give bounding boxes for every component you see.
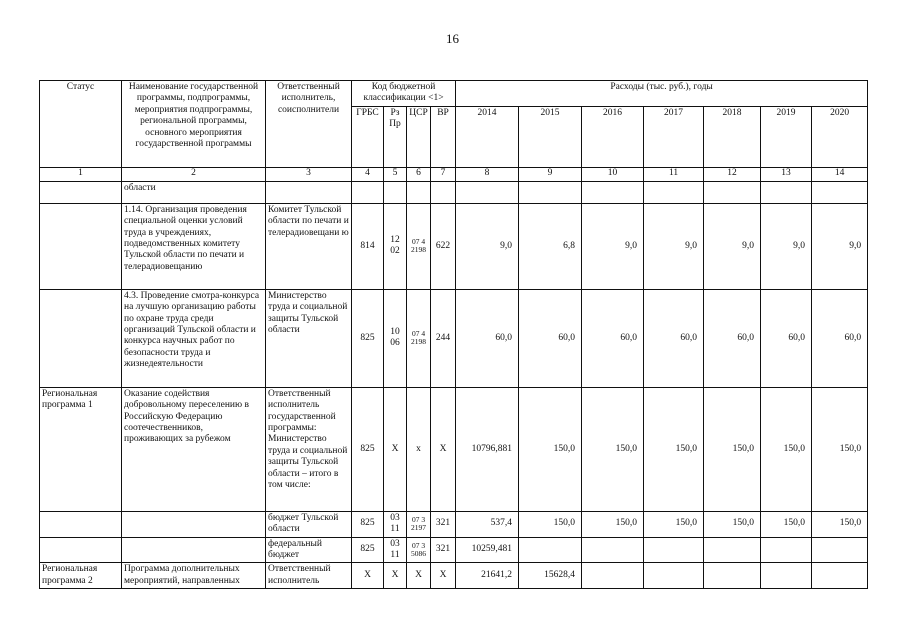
header-year: 2020: [812, 106, 868, 167]
cell-status: [40, 203, 122, 289]
cell-value: 60,0: [519, 289, 582, 387]
cell-value: [812, 181, 868, 203]
header-csr: ЦСР: [407, 106, 431, 167]
header-executor: Ответственный исполнитель, соисполнители: [266, 81, 352, 168]
cell-status: Региональная программа 1: [40, 387, 122, 511]
cell-value: 150,0: [644, 511, 704, 537]
cell-value: 150,0: [644, 387, 704, 511]
column-number: 6: [407, 167, 431, 181]
cell-value: 150,0: [519, 387, 582, 511]
column-number: 12: [704, 167, 761, 181]
header-status: Статус: [40, 81, 122, 168]
cell-value: 150,0: [812, 511, 868, 537]
cell-value: 15628,4: [519, 563, 582, 589]
cell-value: 9,0: [812, 203, 868, 289]
cell-value: 150,0: [812, 387, 868, 511]
cell-csr: [407, 181, 431, 203]
cell-vr: X: [431, 563, 456, 589]
cell-csr: 07 4 2198: [407, 289, 431, 387]
cell-rzpr: 12 02: [384, 203, 407, 289]
cell-grbs: 825: [352, 289, 384, 387]
column-number: 11: [644, 167, 704, 181]
cell-value: 9,0: [761, 203, 812, 289]
cell-csr: 07 4 2198: [407, 203, 431, 289]
cell-value: [582, 181, 644, 203]
cell-vr: 622: [431, 203, 456, 289]
cell-executor: Комитет Тульской области по печати и телерадиовещани ю: [266, 203, 352, 289]
header-year: 2017: [644, 106, 704, 167]
cell-status: [40, 181, 122, 203]
header-grbs: ГРБС: [352, 106, 384, 167]
cell-value: 150,0: [761, 511, 812, 537]
cell-rzpr: [384, 181, 407, 203]
header-code-group: Код бюджетной классификации <1>: [352, 81, 456, 107]
cell-value: 60,0: [812, 289, 868, 387]
column-number: 9: [519, 167, 582, 181]
cell-value: 9,0: [704, 203, 761, 289]
cell-grbs: 825: [352, 387, 384, 511]
cell-value: 60,0: [704, 289, 761, 387]
cell-value: 60,0: [456, 289, 519, 387]
cell-executor: федеральный бюджет: [266, 537, 352, 563]
cell-name: [122, 537, 266, 563]
cell-value: [761, 563, 812, 589]
table-row: [40, 563, 868, 589]
cell-value: 10796,881: [456, 387, 519, 511]
column-number: 8: [456, 167, 519, 181]
cell-csr: X: [407, 563, 431, 589]
cell-value: [519, 181, 582, 203]
cell-value: 150,0: [704, 387, 761, 511]
cell-value: [519, 537, 582, 563]
cell-value: 6,8: [519, 203, 582, 289]
cell-value: 9,0: [456, 203, 519, 289]
column-number: 7: [431, 167, 456, 181]
cell-value: 150,0: [704, 511, 761, 537]
cell-grbs: 825: [352, 511, 384, 537]
cell-status: [40, 511, 122, 537]
cell-value: 150,0: [761, 387, 812, 511]
cell-executor: Министерство труда и социальной защиты Тульской области: [266, 289, 352, 387]
cell-csr: 07 3 5086: [407, 537, 431, 563]
header-rzpr: Рз Пр: [384, 106, 407, 167]
table-row: [40, 181, 868, 203]
cell-executor: [266, 181, 352, 203]
cell-value: [812, 563, 868, 589]
cell-value: 9,0: [582, 203, 644, 289]
cell-executor: бюджет Тульской области: [266, 511, 352, 537]
cell-value: [761, 537, 812, 563]
cell-rzpr: 03 11: [384, 537, 407, 563]
column-number: 10: [582, 167, 644, 181]
table-row: [40, 289, 868, 387]
cell-csr: 07 3 2197: [407, 511, 431, 537]
header-name: Наименование государственной программы, подпрограммы, мероприятия подпрограммы, региональной программы, основного мероприятия государственной программы: [122, 81, 266, 168]
column-number: 2: [122, 167, 266, 181]
cell-vr: 244: [431, 289, 456, 387]
table-row: [40, 511, 868, 537]
cell-grbs: 825: [352, 537, 384, 563]
table-row: [40, 203, 868, 289]
cell-vr: 321: [431, 537, 456, 563]
column-number: 5: [384, 167, 407, 181]
cell-value: 9,0: [644, 203, 704, 289]
column-number: 13: [761, 167, 812, 181]
cell-executor: Ответственный исполнитель государственной программы: Министерство труда и социальной защиты Тульской области – итого в том числе:: [266, 387, 352, 511]
cell-rzpr: X: [384, 387, 407, 511]
column-numbers-row: [40, 167, 868, 181]
cell-value: 150,0: [582, 387, 644, 511]
cell-value: [582, 563, 644, 589]
cell-value: 60,0: [761, 289, 812, 387]
cell-grbs: X: [352, 563, 384, 589]
cell-value: 150,0: [582, 511, 644, 537]
cell-value: [644, 563, 704, 589]
cell-value: 60,0: [644, 289, 704, 387]
column-number: 1: [40, 167, 122, 181]
cell-name: [122, 511, 266, 537]
cell-status: [40, 537, 122, 563]
header-year: 2018: [704, 106, 761, 167]
budget-table: [39, 80, 868, 589]
cell-status: [40, 289, 122, 387]
column-number: 14: [812, 167, 868, 181]
cell-name: 4.3. Проведение смотра-конкурса на лучшую организацию работы по охране труда среди организаций Тульской области и конкурса научных работ по безопасности труда и жизнедеятельности: [122, 289, 266, 387]
cell-name: Программа дополнительных мероприятий, направленных: [122, 563, 266, 589]
cell-value: 150,0: [519, 511, 582, 537]
cell-value: 10259,481: [456, 537, 519, 563]
cell-value: [704, 563, 761, 589]
header-vr: ВР: [431, 106, 456, 167]
cell-value: 21641,2: [456, 563, 519, 589]
cell-value: [644, 537, 704, 563]
cell-value: [704, 537, 761, 563]
cell-value: [761, 181, 812, 203]
cell-status: Региональная программа 2: [40, 563, 122, 589]
cell-value: [582, 537, 644, 563]
cell-executor: Ответственный исполнитель: [266, 563, 352, 589]
cell-grbs: [352, 181, 384, 203]
cell-name: 1.14. Организация проведения специальной оценки условий труда в учреждениях, подведомственных комитету Тульской области по печати и телерадиовещанию: [122, 203, 266, 289]
cell-vr: X: [431, 387, 456, 511]
cell-name: области: [122, 181, 266, 203]
cell-vr: [431, 181, 456, 203]
header-expenses-group: Расходы (тыс. руб.), годы: [456, 81, 868, 107]
header-year: 2016: [582, 106, 644, 167]
cell-value: [812, 537, 868, 563]
cell-rzpr: X: [384, 563, 407, 589]
cell-value: 60,0: [582, 289, 644, 387]
header-year: 2014: [456, 106, 519, 167]
cell-value: [644, 181, 704, 203]
cell-vr: 321: [431, 511, 456, 537]
header-year: 2019: [761, 106, 812, 167]
cell-name: Оказание содействия добровольному переселению в Российскую Федерацию соотечественников, проживающих за рубежом: [122, 387, 266, 511]
cell-value: [456, 181, 519, 203]
cell-grbs: 814: [352, 203, 384, 289]
cell-csr: x: [407, 387, 431, 511]
table-row: [40, 537, 868, 563]
table-row: [40, 387, 868, 511]
page-number: 16: [446, 31, 459, 46]
header-year: 2015: [519, 106, 582, 167]
cell-rzpr: 10 06: [384, 289, 407, 387]
column-number: 3: [266, 167, 352, 181]
column-number: 4: [352, 167, 384, 181]
cell-rzpr: 03 11: [384, 511, 407, 537]
cell-value: 537,4: [456, 511, 519, 537]
cell-value: [704, 181, 761, 203]
